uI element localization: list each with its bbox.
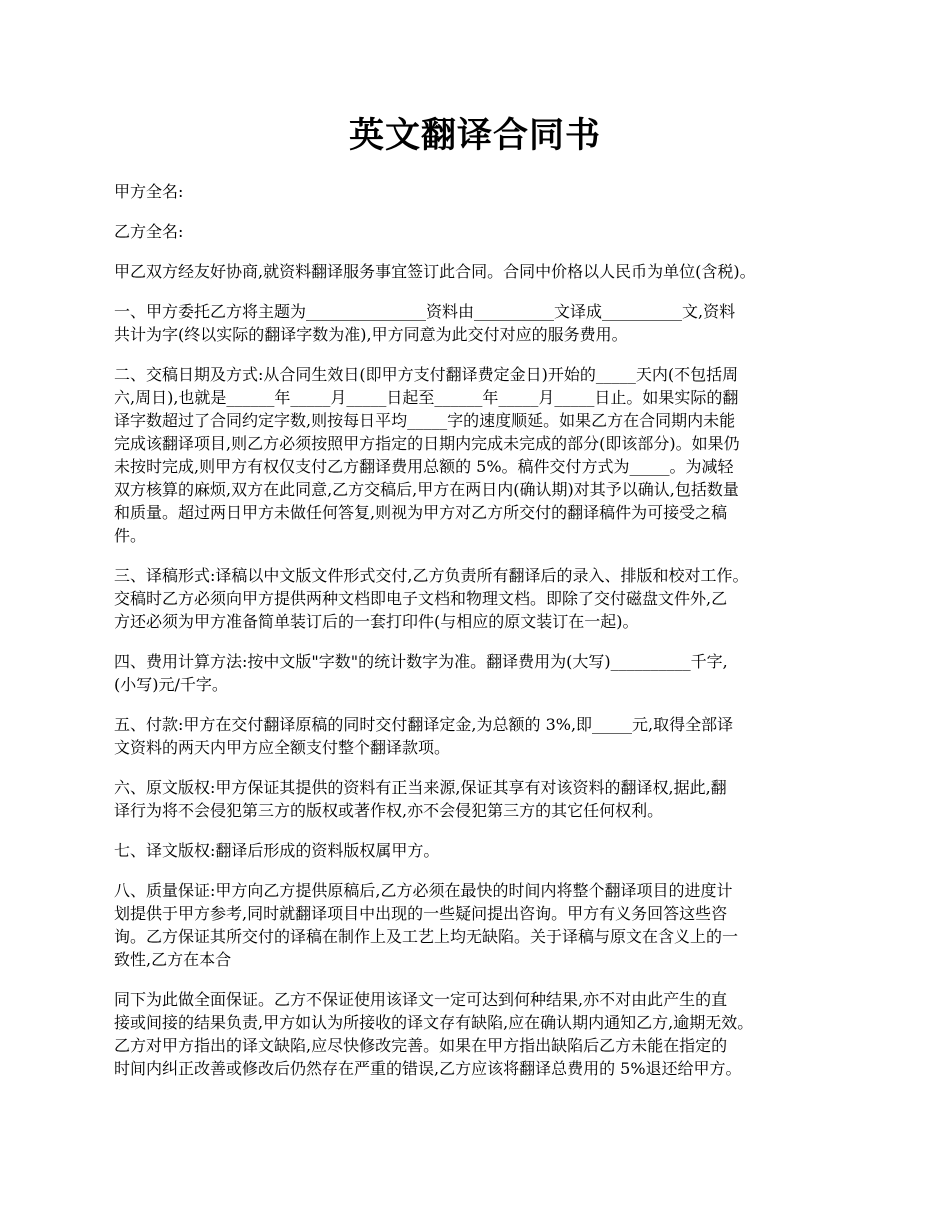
- paragraph: [114, 180, 859, 203]
- text-line: 完成该翻译项目,则乙方必须按照甲方指定的日期内完成未完成的部分(即该部分)。如果仍: [114, 434, 740, 453]
- paragraph: [114, 839, 859, 862]
- text-line: 甲方全名:: [114, 182, 184, 201]
- paragraph: [114, 300, 859, 346]
- text-line: 一、甲方委托乙方将主题为_______________资料由__________文译成__________文,资料: [114, 302, 736, 321]
- text-line: 二、交稿日期及方式:从合同生效日(即甲方支付翻译费定金日)开始的_____天内(不包括周: [114, 365, 739, 384]
- text-line: 件。: [114, 526, 147, 545]
- text-line: 甲乙双方经友好协商,就资料翻译服务事宜签订此合同。合同中价格以人民币为单位(含税)。: [114, 262, 756, 281]
- text-line: 方还必须为甲方准备简单装订后的一套打印件(与相应的原文装订在一起)。: [114, 612, 639, 631]
- text-line: 未按时完成,则甲方有权仅支付乙方翻译费用总额的 5%。稿件交付方式为_____。为减轻: [114, 457, 734, 476]
- text-line: 接或间接的结果负责,甲方如认为所接收的译文存有缺陷,应在确认期内通知乙方,逾期无效。: [114, 1013, 754, 1032]
- paragraph: [114, 260, 859, 283]
- paragraph: [114, 713, 859, 759]
- text-line: (小写)元/千字。: [114, 675, 228, 694]
- text-line: 三、译稿形式:译稿以中文版文件形式交付,乙方负责所有翻译后的录入、排版和校对工作。: [114, 566, 749, 585]
- paragraph: [114, 363, 859, 547]
- text-line: 时间内纠正改善或修改后仍然存在严重的错误,乙方应该将翻译总费用的 5%退还给甲方。: [114, 1059, 742, 1078]
- text-line: 四、费用计算方法:按中文版"字数"的统计数字为准。翻译费用为(大写)__________千字,: [114, 652, 728, 671]
- text-line: 致性,乙方在本合: [114, 950, 232, 969]
- text-line: 和质量。超过两日甲方未做任何答复,则视为甲方对乙方所交付的翻译稿件为可接受之稿: [114, 503, 728, 522]
- paragraph: [114, 879, 859, 971]
- paragraph: [114, 988, 859, 1080]
- text-line: 六,周日),也就是______年_____月_____日起至______年_____月_____日止。如果实际的翻: [114, 388, 739, 407]
- text-line: 译字数超过了合同约定字数,则按每日平均_____字的速度顺延。如果乙方在合同期内未能: [114, 411, 736, 430]
- text-line: 六、原文版权:甲方保证其提供的资料有正当来源,保证其享有对该资料的翻译权,据此,翻: [114, 778, 727, 797]
- text-line: 八、质量保证:甲方向乙方提供原稿后,乙方必须在最快的时间内将整个翻译项目的进度计: [114, 881, 733, 900]
- text-line: 询。乙方保证其所交付的译稿在制作上及工艺上均无缺陷。关于译稿与原文在含义上的一: [114, 927, 739, 946]
- text-line: 双方核算的麻烦,双方在此同意,乙方交稿后,甲方在两日内(确认期)对其予以确认,包括数量: [114, 480, 739, 499]
- text-line: 五、付款:甲方在交付翻译原稿的同时交付翻译定金,为总额的 3%,即_____元,取得全部译: [114, 715, 734, 734]
- text-line: 乙方对甲方指出的译文缺陷,应尽快修改完善。如果在甲方指出缺陷后乙方未能在指定的: [114, 1036, 728, 1055]
- document-title: 英文翻译合同书: [348, 115, 601, 156]
- text-line: 七、译文版权:翻译后形成的资料版权属甲方。: [114, 841, 440, 860]
- text-line: 同下为此做全面保证。乙方不保证使用该译文一定可达到何种结果,亦不对由此产生的直: [114, 990, 728, 1009]
- text-line: 译行为将不会侵犯第三方的版权或著作权,亦不会侵犯第三方的其它任何权利。: [114, 801, 664, 820]
- text-line: 文资料的两天内甲方应全额支付整个翻译款项。: [114, 738, 451, 757]
- text-line: 共计为字(终以实际的翻译字数为准),甲方同意为此交付对应的服务费用。: [114, 325, 628, 344]
- document-body: [114, 180, 859, 1097]
- text-line: 乙方全名:: [114, 222, 184, 241]
- paragraph: [114, 650, 859, 696]
- text-line: 交稿时乙方必须向甲方提供两种文档即电子文档和物理文档。即除了交付磁盘文件外,乙: [114, 589, 728, 608]
- paragraph: [114, 776, 859, 822]
- text-line: 划提供于甲方参考,同时就翻译项目中出现的一些疑问提出咨询。甲方有义务回答这些咨: [114, 904, 728, 923]
- paragraph: [114, 564, 859, 633]
- paragraph: [114, 220, 859, 243]
